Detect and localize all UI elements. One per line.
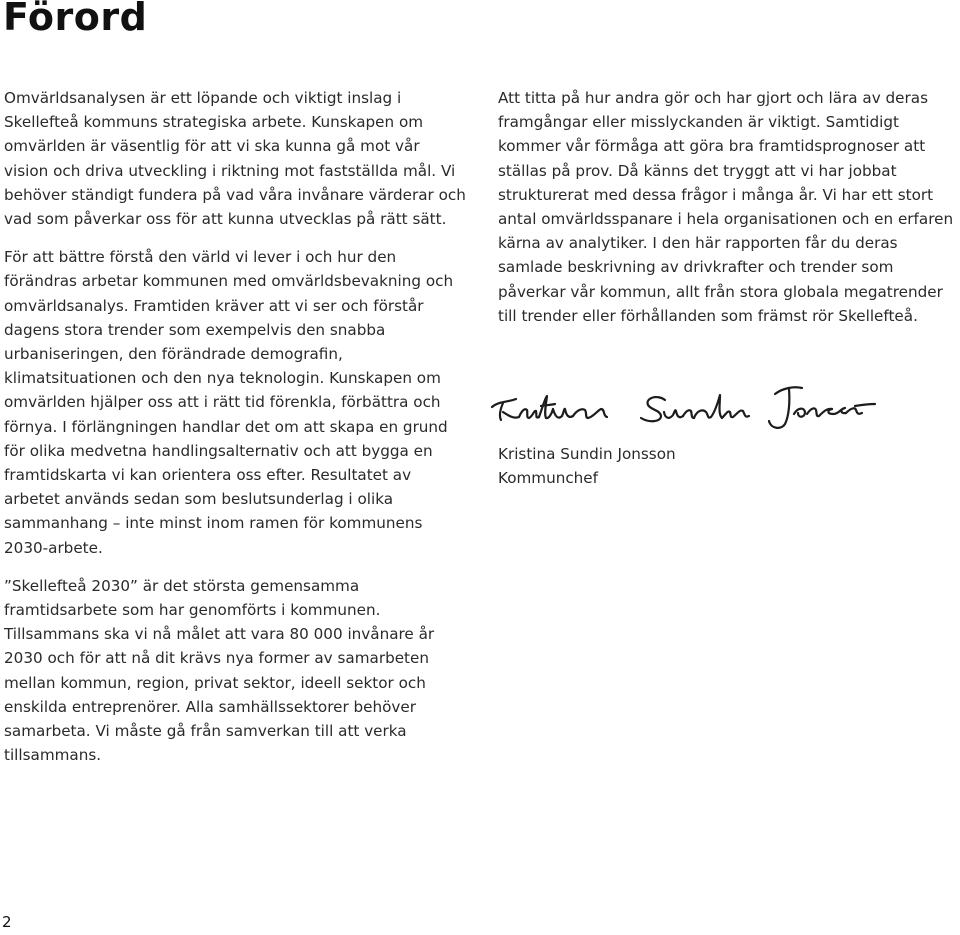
page-number: 2: [2, 913, 12, 931]
paragraph-intro: Omvärldsanalysen är ett löpande och viktigt inslag i Skellefteå kommuns strategiska arbete. Kunskapen om omvärlden är väsentlig för att vi ska kunna gå mot vår vision och driva utveckling i riktning mot fastställda mål. Vi behöver ständigt fundera på vad våra invånare värderar och vad som påverkar oss för att kunna utvecklas på rätt sätt.: [4, 89, 466, 229]
left-column: [4, 86, 466, 781]
signer-name: Kristina Sundin Jonsson: [498, 445, 676, 463]
paragraph-skelleftea-2030: ”Skellefteå 2030” är det största gemensamma framtidsarbete som har genomförts i kommunen. Tillsammans ska vi nå målet att vara 80 000 invånare år 2030 och för att nå dit krävs nya former av samarbeten mellan kommun, region, privat sektor, ideell sektor och enskilda entreprenörer. Alla samhällssektorer behöver samarbeta. Vi måste gå från samverkan till att verka tillsammans.: [4, 576, 435, 765]
page-title: Förord: [3, 0, 148, 39]
signer-role: Kommunchef: [498, 469, 599, 488]
paragraph-learning: Att titta på hur andra gör och har gjort och lära av deras framgångar eller misslyckanden är viktigt. Samtidigt kommer vår förmåga att göra bra framtidsprognoser att ställas på prov. Då känns det tryggt att vi har jobbat strukturerat med dessa frågor i många år. Vi har ett stort antal omvärldsspanare i hela organisationen och en erfaren kärna av analytiker. I den här rapporten får du deras samlade beskrivning av drivkrafter och trender som påverkar vår kommun, allt från stora globala megatrender till trender eller förhållanden som främst rör Skellefteå.: [498, 89, 954, 325]
paragraph-world-analysis: För att bättre förstå den värld vi lever i och hur den förändras arbetar kommunen med omvärldsbevakning och omvärldsanalys. Framtiden kräver att vi ser och förstår dagens stora trender som exempelvis den snabba urbaniseringen, den förändrade demografin, klimatsituationen och den nya teknologin. Kunskapen om omvärlden hjälper oss att i rätt tid förenkla, förbättra och förnya. I förlängningen handlar det om att skapa en grund för olika medvetna handlingsalternativ och att bygga en framtidskarta vi kan orientera oss efter. Resultatet av arbetet används sedan som beslutsunderlag i olika sammanhang – inte minst inom ramen för kommunens 2030-arbete.: [4, 248, 454, 557]
right-column: [498, 86, 960, 342]
signer-block: [498, 442, 676, 490]
handwritten-signature: [489, 376, 879, 434]
